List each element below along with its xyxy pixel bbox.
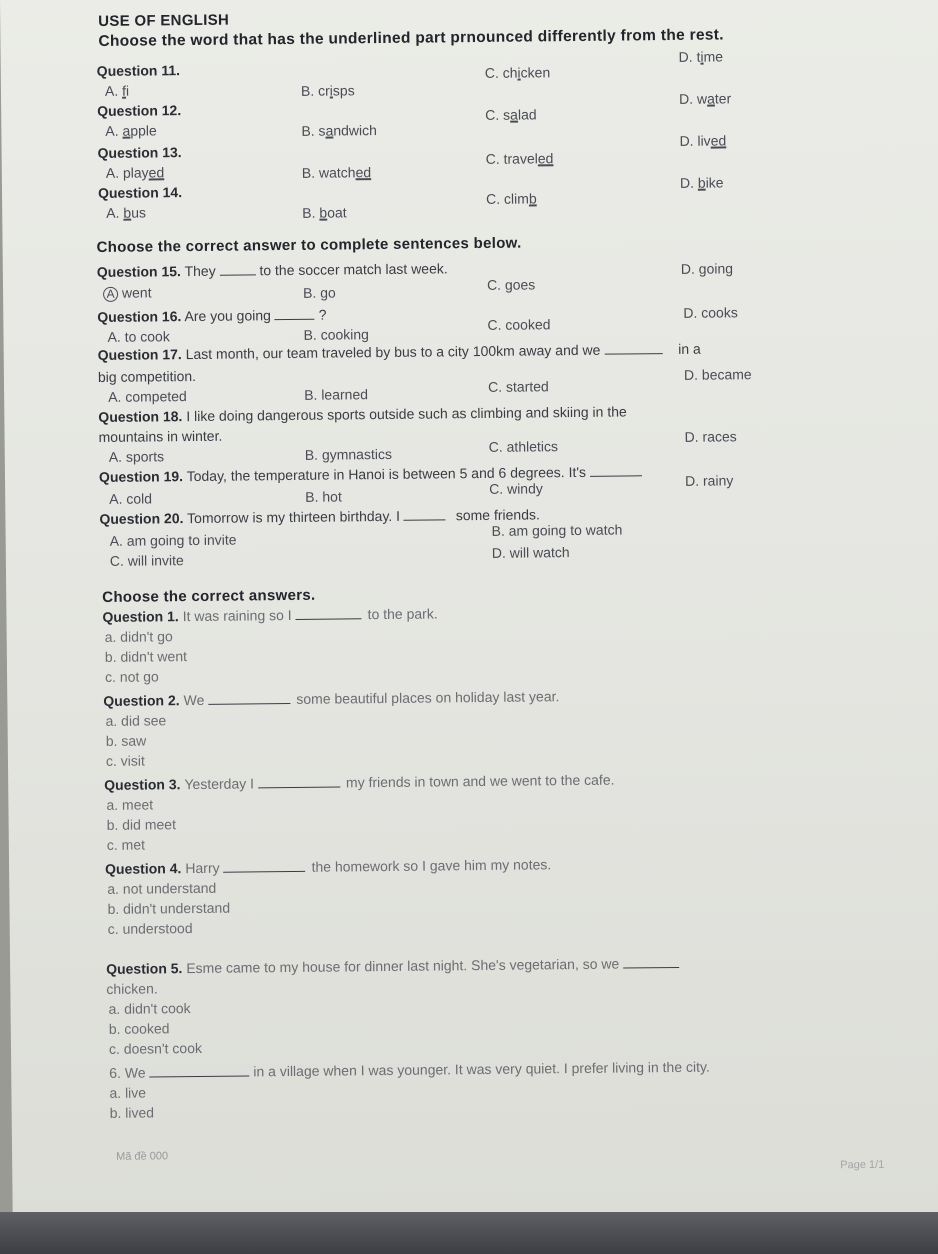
- option-prefix: B. s: [301, 122, 326, 139]
- option-prefix: C. s: [485, 106, 511, 123]
- question-16-option-a[interactable]: A. to cook: [107, 328, 170, 345]
- option-prefix: C. clim: [486, 190, 529, 207]
- question-12-option-b[interactable]: [301, 122, 377, 139]
- question-20-label: Question 20.: [99, 510, 184, 527]
- option-suffix: oat: [327, 204, 347, 221]
- question-16-option-c[interactable]: C. cooked: [487, 316, 551, 333]
- question-1-option-b[interactable]: b. didn't went: [104, 648, 188, 665]
- question-1-stem: [102, 605, 437, 625]
- question-19-option-a[interactable]: A. cold: [109, 490, 153, 507]
- question-19-text-start: Today, the temperature in Hanoi is between 5 and 6 degrees. It's: [186, 463, 587, 485]
- question-18-option-a[interactable]: A. sports: [108, 448, 165, 465]
- question-13-option-d[interactable]: [679, 132, 726, 148]
- underlined-sound: a: [325, 122, 334, 139]
- option-suffix: cken: [520, 64, 551, 81]
- question-5-stem-continued: chicken.: [106, 980, 158, 997]
- question-17-option-d[interactable]: D. became: [683, 366, 752, 383]
- question-14-option-b[interactable]: [302, 204, 347, 220]
- question-6-option-b[interactable]: b. lived: [109, 1104, 155, 1121]
- question-14-option-d[interactable]: [680, 174, 724, 190]
- option-prefix: C. travel: [485, 150, 538, 167]
- question-12-option-a[interactable]: [105, 122, 157, 139]
- question-2-text-end: some beautiful places on holiday last year.: [296, 688, 560, 707]
- question-1-label: Question 1.: [102, 608, 179, 625]
- option-suffix: me: [703, 48, 724, 65]
- question-18-option-b[interactable]: B. gymnastics: [304, 445, 392, 463]
- question-19-label: Question 19.: [98, 468, 184, 485]
- question-20-text-end: some friends.: [455, 506, 540, 524]
- question-18-option-d[interactable]: D. races: [684, 428, 737, 445]
- question-20-stem: [99, 506, 540, 527]
- question-15-option-d[interactable]: D. going: [680, 260, 734, 277]
- underlined-sound: i: [700, 48, 704, 65]
- question-3-stem: [104, 772, 614, 793]
- question-11-option-d[interactable]: [679, 48, 724, 64]
- option-prefix: B. watch: [301, 164, 356, 181]
- question-2-label: Question 2.: [103, 692, 180, 709]
- question-16-text-end: ?: [318, 306, 327, 323]
- question-3-option-a[interactable]: a. meet: [106, 796, 154, 813]
- option-prefix: A.: [106, 204, 124, 221]
- option-suffix: i: [125, 82, 130, 99]
- question-18-option-c[interactable]: C. athletics: [488, 438, 559, 455]
- question-5-option-b[interactable]: b. cooked: [108, 1020, 170, 1037]
- exam-code: Mã đề 000: [116, 1150, 169, 1163]
- question-13-option-a[interactable]: [106, 164, 165, 181]
- question-3-label: Question 3.: [104, 776, 181, 793]
- question-12-option-c[interactable]: [485, 106, 537, 123]
- question-16-option-b[interactable]: B. cooking: [303, 326, 369, 343]
- underlined-sound: b: [528, 190, 537, 207]
- option-prefix: C. ch: [484, 64, 518, 81]
- question-20-text-start: Tomorrow is my thirteen birthday. I: [187, 507, 401, 527]
- question-4-stem: [105, 856, 551, 877]
- question-4-option-a[interactable]: a. not understand: [107, 879, 217, 897]
- question-20-option-d[interactable]: D. will watch: [491, 544, 570, 561]
- question-11-option-b[interactable]: [301, 82, 355, 99]
- question-5-option-c[interactable]: c. doesn't cook: [108, 1039, 203, 1057]
- option-prefix: D.: [679, 174, 698, 191]
- answer-blank[interactable]: [275, 307, 315, 320]
- question-5-stem: [106, 955, 679, 977]
- desk-edge: [0, 1212, 938, 1254]
- question-15-text-end: to the soccer match last week.: [259, 260, 448, 279]
- question-16-stem: [97, 307, 326, 325]
- question-17-stem: [98, 341, 701, 363]
- answer-blank[interactable]: [296, 606, 362, 620]
- option-prefix: D. t: [678, 48, 701, 65]
- option-prefix: A.: [104, 82, 123, 99]
- question-18-stem-continued: mountains in winter.: [98, 427, 223, 445]
- question-17-option-b[interactable]: B. learned: [304, 386, 369, 403]
- question-17-label: Question 17.: [97, 346, 182, 363]
- question-5-text-start: Esme came to my house for dinner last night. She's vegetarian, so we: [186, 955, 620, 977]
- question-6-text: in a village when I was younger. It was very quiet. I prefer living in the city.: [253, 1058, 710, 1080]
- question-6-option-a[interactable]: a. live: [109, 1084, 147, 1101]
- question-20-option-b[interactable]: B. am going to watch: [491, 521, 623, 539]
- option-prefix: A. play: [105, 164, 149, 181]
- question-17-option-c[interactable]: C. started: [487, 378, 549, 395]
- option-prefix: A.: [105, 122, 123, 139]
- option-suffix: lad: [517, 106, 537, 123]
- question-5-label: Question 5.: [106, 960, 183, 977]
- question-15-option-b[interactable]: B. go: [302, 284, 336, 301]
- question-1-option-a[interactable]: a. didn't go: [104, 628, 173, 645]
- question-11-option-a[interactable]: [105, 83, 129, 99]
- question-2-stem: [103, 688, 559, 709]
- underlined-sound: ed: [537, 150, 554, 167]
- answer-blank[interactable]: [223, 859, 305, 873]
- question-3-text-end: my friends in town and we went to the cafe.: [345, 771, 615, 791]
- question-18-text-start: I like doing dangerous sports outside such as climbing and skiing in the: [186, 403, 627, 425]
- question-15-option-a-text: went: [121, 284, 152, 301]
- option-suffix: ndwich: [333, 122, 377, 139]
- question-16-text-start: Are you going: [184, 307, 271, 325]
- option-suffix: pple: [130, 122, 157, 139]
- question-19-option-d[interactable]: D. rainy: [684, 472, 734, 489]
- question-17-text-end: in a: [678, 340, 701, 357]
- underlined-sound: b: [697, 174, 706, 191]
- grammar-instruction: Choose the correct answer to complete sentences below.: [96, 234, 522, 257]
- question-20-option-c[interactable]: C. will invite: [109, 552, 184, 569]
- question-14-label: Question 14.: [97, 184, 183, 201]
- question-14-option-c[interactable]: [486, 190, 537, 207]
- past-simple-instruction: Choose the correct answers.: [102, 586, 316, 606]
- underlined-sound: a: [510, 106, 518, 123]
- question-3-option-c[interactable]: c. met: [106, 836, 146, 853]
- answer-blank[interactable]: [149, 1063, 249, 1077]
- underlined-sound: b: [319, 204, 328, 221]
- underlined-sound: i: [329, 82, 333, 99]
- question-13-option-c[interactable]: [486, 150, 554, 167]
- question-15-option-a[interactable]: [103, 284, 152, 302]
- question-3-text-start: Yesterday I: [184, 775, 255, 793]
- question-16-option-d[interactable]: D. cooks: [683, 304, 738, 321]
- underlined-sound: f: [121, 82, 127, 99]
- question-12-option-d[interactable]: [679, 90, 731, 107]
- question-15-label: Question 15.: [96, 263, 181, 281]
- option-prefix: D. liv: [679, 132, 711, 149]
- underlined-sound: a: [122, 122, 131, 139]
- question-4-option-c[interactable]: c. understood: [107, 920, 193, 937]
- option-suffix: ter: [714, 90, 732, 107]
- question-18-label: Question 18.: [98, 408, 183, 425]
- worksheet-title: USE OF ENGLISH: [98, 11, 230, 30]
- question-1-text-start: It was raining so I: [182, 606, 292, 625]
- question-2-text-start: We: [183, 691, 205, 709]
- option-suffix: us: [131, 204, 147, 221]
- question-16-label: Question 16.: [97, 308, 182, 325]
- question-11-label: Question 11.: [96, 62, 181, 79]
- answer-blank[interactable]: [623, 955, 679, 969]
- question-1-text-end: to the park.: [367, 605, 438, 623]
- question-4-text-end: the homework so I gave him my notes.: [311, 856, 552, 875]
- question-17-text-start: Last month, our team traveled by bus to a city 100km away and we: [185, 341, 601, 363]
- underlined-sound: a: [706, 90, 715, 107]
- question-19-option-b[interactable]: B. hot: [305, 488, 342, 505]
- question-1-option-c[interactable]: c. not go: [105, 668, 159, 685]
- question-19-stem: [99, 463, 642, 485]
- question-20-option-a[interactable]: A. am going to invite: [109, 531, 237, 549]
- answer-blank[interactable]: [208, 691, 290, 705]
- question-13-option-b[interactable]: [302, 164, 371, 181]
- answer-blank[interactable]: [604, 341, 662, 355]
- question-4-option-b[interactable]: b. didn't understand: [107, 899, 231, 917]
- question-19-option-c[interactable]: C. windy: [489, 480, 543, 497]
- option-prefix: B. cr: [300, 82, 330, 99]
- question-2-option-c[interactable]: c. visit: [105, 752, 145, 769]
- underlined-sound: ed: [355, 164, 372, 181]
- option-prefix: B.: [302, 204, 320, 221]
- question-4-text-start: Harry: [185, 859, 220, 877]
- option-suffix: sps: [332, 82, 355, 99]
- question-2-option-b[interactable]: b. saw: [105, 732, 147, 749]
- answer-blank[interactable]: [590, 463, 642, 477]
- question-2-option-a[interactable]: a. did see: [105, 712, 167, 729]
- answer-blank[interactable]: [258, 774, 340, 788]
- question-17-option-a[interactable]: A. competed: [108, 388, 187, 405]
- question-12-label: Question 12.: [97, 102, 182, 119]
- underlined-sound: b: [123, 204, 132, 221]
- question-3-option-b[interactable]: b. did meet: [106, 816, 176, 833]
- question-11-option-c[interactable]: [485, 64, 551, 81]
- question-6-label: 6. We: [109, 1064, 146, 1081]
- underlined-sound: i: [517, 64, 521, 81]
- question-6-stem: [109, 1059, 710, 1081]
- answer-blank[interactable]: [219, 262, 255, 275]
- page-number: Page 1/1: [840, 1158, 885, 1172]
- question-18-stem: [98, 403, 627, 425]
- underlined-sound: ed: [148, 164, 165, 181]
- option-prefix: D. w: [678, 90, 708, 107]
- question-15-text-start: They: [184, 262, 216, 280]
- question-14-option-a[interactable]: [106, 204, 146, 220]
- question-4-label: Question 4.: [105, 860, 182, 877]
- question-15-option-c[interactable]: C. goes: [486, 276, 536, 293]
- pronunciation-instruction: Choose the word that has the underlined part prnounced differently from the rest.: [98, 26, 724, 50]
- option-suffix: ike: [705, 174, 724, 191]
- question-5-option-a[interactable]: a. didn't cook: [108, 1000, 191, 1017]
- question-13-label: Question 13.: [97, 144, 182, 161]
- question-15-stem: [97, 260, 448, 280]
- underlined-sound: ed: [710, 132, 727, 149]
- circled-answer-mark: A: [103, 287, 118, 302]
- question-17-stem-continued: big competition.: [97, 367, 197, 385]
- answer-blank[interactable]: [404, 507, 446, 520]
